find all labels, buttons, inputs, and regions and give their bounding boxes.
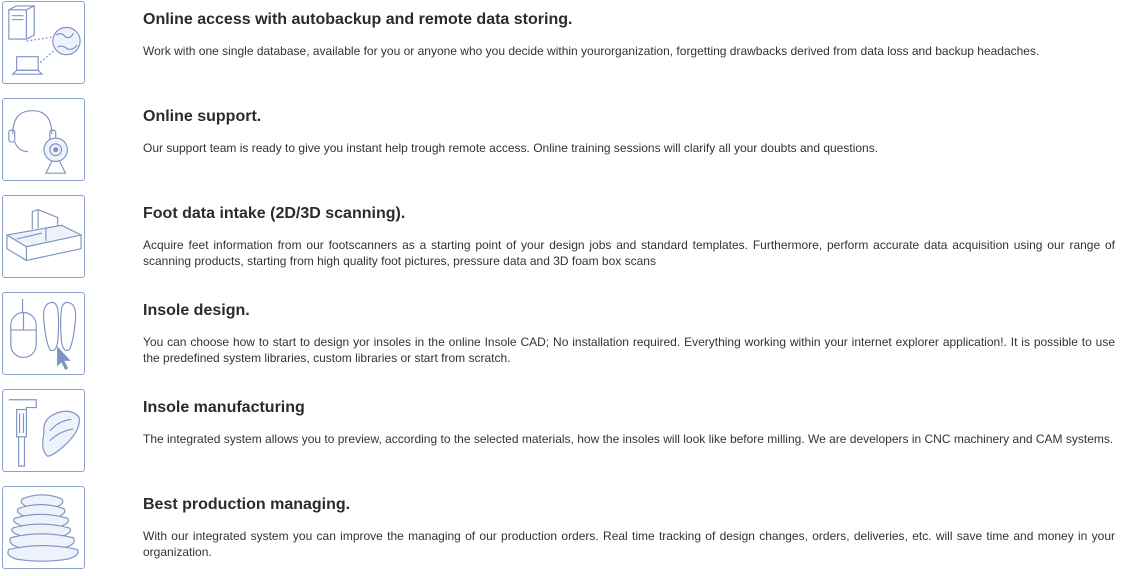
feature-description: With our integrated system you can improve the managing of our production orders. Real time tracking of design changes, orders, deliveries, etc. will save time and money in your organization. xyxy=(143,529,1115,559)
feature-description: Acquire feet information from our footscanners as a starting point of your design jobs and standard templates. Furthermore, perform accurate data acquisition using our range of scanning products, starting from high quality foot pictures, pressure data and 3D foam box scans xyxy=(143,238,1115,268)
feature-title: Insole manufacturing xyxy=(143,399,305,416)
feature-production-managing xyxy=(0,486,1122,576)
headset-webcam-icon xyxy=(2,98,85,181)
feature-insole-manufacturing xyxy=(0,389,1122,479)
feature-description: Our support team is ready to give you instant help trough remote access. Online training sessions will clarify all your doubts and questions. xyxy=(143,141,879,155)
feature-description: The integrated system allows you to preview, according to the selected materials, how the insoles will look like before milling. We are developers in CNC machinery and CAM systems. xyxy=(143,432,1114,446)
feature-foot-data-intake xyxy=(0,195,1122,285)
feature-online-access xyxy=(0,1,1122,91)
feature-title: Insole design. xyxy=(143,302,250,319)
feature-insole-design xyxy=(0,292,1122,382)
feature-title: Foot data intake (2D/3D scanning). xyxy=(143,205,406,222)
milling-tool-insole-icon xyxy=(2,389,85,472)
foam-box-scanner-icon xyxy=(2,195,85,278)
feature-title: Online access with autobackup and remote data storing. xyxy=(143,11,573,28)
feature-description: You can choose how to start to design yor insoles in the online Insole CAD; No installation required. Everything working within your internet explorer application!. It is possible to use the predefined system libraries, custom libraries or start from scratch. xyxy=(143,335,1115,365)
feature-description: Work with one single database, available for you or anyone who you decide within yourorganization, forgetting drawbacks derived from data loss and backup headaches. xyxy=(143,44,1040,58)
feature-title: Best production managing. xyxy=(143,496,351,513)
server-network-laptop-icon xyxy=(2,1,85,84)
feature-title: Online support. xyxy=(143,108,262,125)
mouse-insole-cursor-icon xyxy=(2,292,85,375)
stacked-insoles-icon xyxy=(2,486,85,569)
feature-online-support xyxy=(0,98,1122,188)
